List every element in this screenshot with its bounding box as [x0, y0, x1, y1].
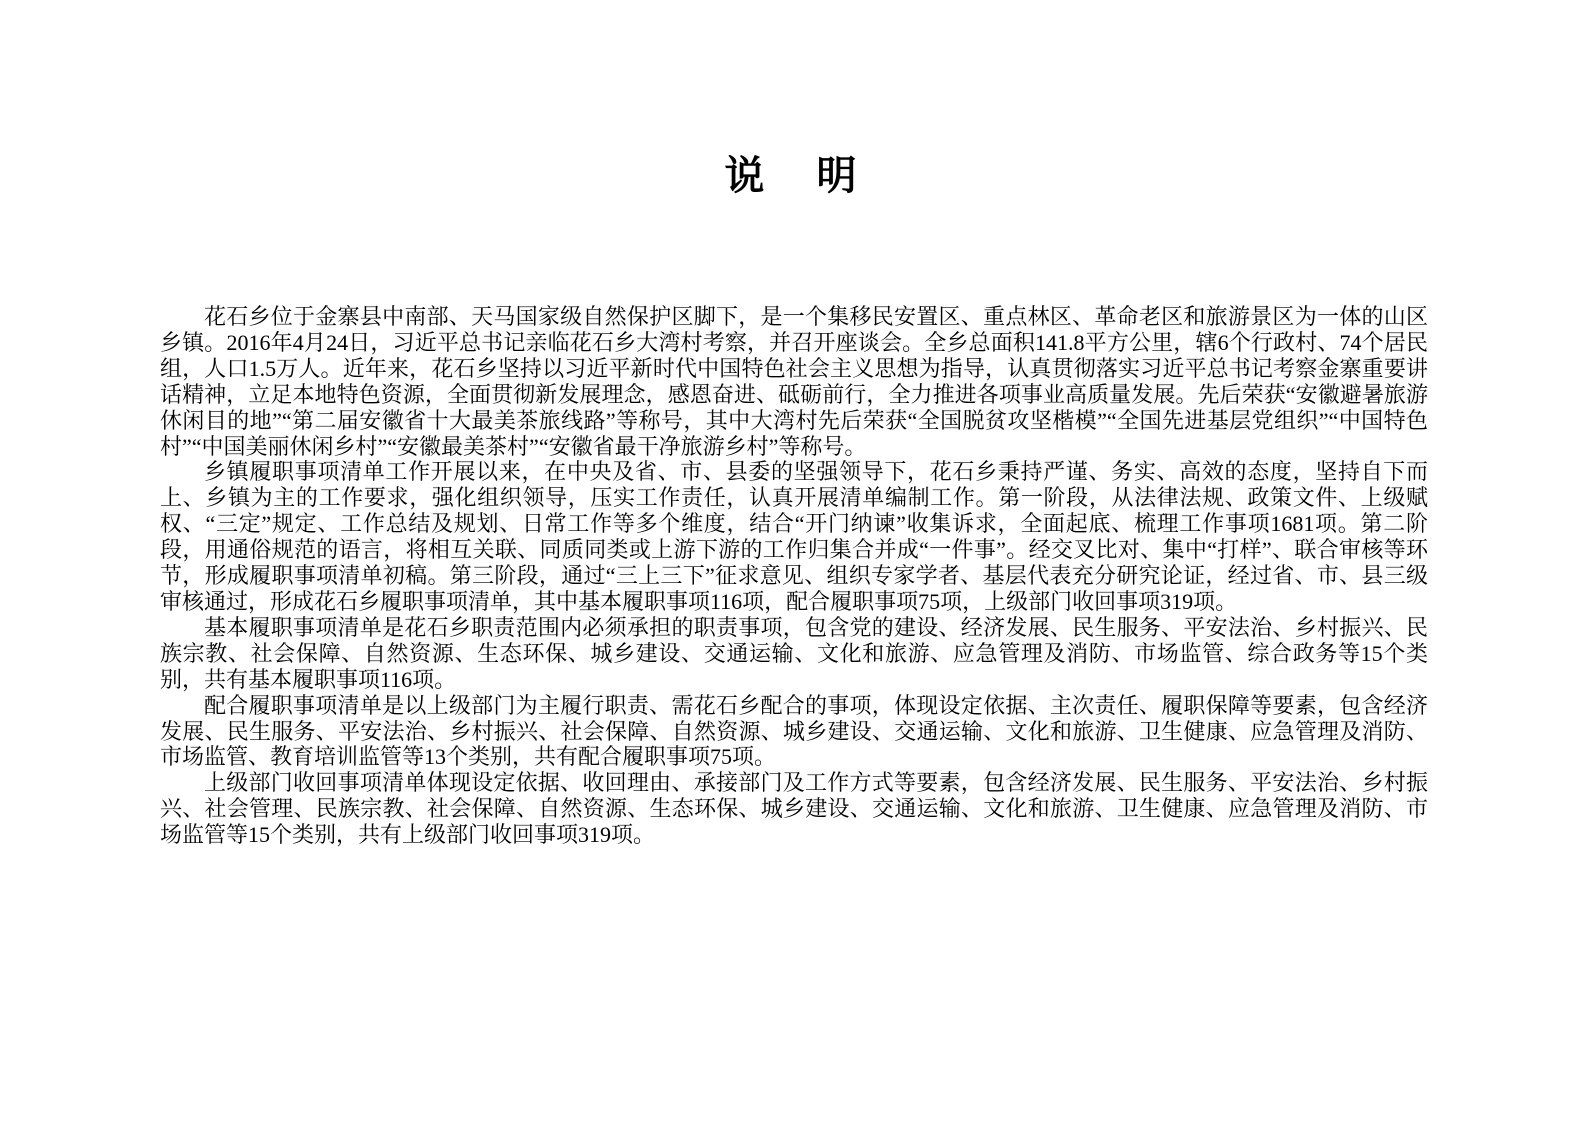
paragraph-basic-duty-list: 基本履职事项清单是花石乡职责范围内必须承担的职责事项，包含党的建设、经济发展、民生服务、平安法治、乡村振兴、民族宗教、社会保障、自然资源、生态环保、城乡建设、交通运输、文化和旅游、应急管理及消防、市场监管、综合政务等15个类别，共有基本履职事项116项。 [160, 614, 1428, 692]
paragraph-reclaimed-items-list: 上级部门收回事项清单体现设定依据、收回理由、承接部门及工作方式等要素，包含经济发展、民生服务、平安法治、乡村振兴、社会管理、民族宗教、社会保障、自然资源、生态环保、城乡建设、交通运输、文化和旅游、卫生健康、应急管理及消防、市场监管等15个类别，共有上级部门收回事项319项。 [160, 770, 1428, 848]
paragraph-township-intro: 花石乡位于金寨县中南部、天马国家级自然保护区脚下，是一个集移民安置区、重点林区、革命老区和旅游景区为一体的山区乡镇。2016年4月24日，习近平总书记亲临花石乡大湾村考察，并召开座谈会。全乡总面积141.8平方公里，辖6个行政村、74个居民组，人口1.5万人。近年来，花石乡坚持以习近平新时代中国特色社会主义思想为指导，认真贯彻落实习近平总书记考察金寨重要讲话精神，立足本地特色资源，全面贯彻新发展理念，感恩奋进、砥砺前行，全力推进各项事业高质量发展。先后荣获“安徽避暑旅游休闲目的地”“第二届安徽省十大最美茶旅线路”等称号，其中大湾村先后荣获“全国脱贫攻坚楷模”“全国先进基层党组织”“中国特色村”“中国美丽休闲乡村”“安徽最美茶村”“安徽省最干净旅游乡村”等称号。 [160, 304, 1428, 459]
document-body [160, 304, 1428, 848]
page-title: 说 明 [724, 153, 863, 198]
paragraph-list-compilation-process: 乡镇履职事项清单工作开展以来，在中央及省、市、县委的坚强领导下，花石乡秉持严谨、务实、高效的态度，坚持自下而上、乡镇为主的工作要求，强化组织领导，压实工作责任，认真开展清单编制工作。第一阶段，从法律法规、政策文件、上级赋权、“三定”规定、工作总结及规划、日常工作等多个维度，结合“开门纳谏”收集诉求，全面起底、梳理工作事项1681项。第二阶段，用通俗规范的语言，将相互关联、同质同类或上游下游的工作归集合并成“一件事”。经交叉比对、集中“打样”、联合审核等环节，形成履职事项清单初稿。第三阶段，通过“三上三下”征求意见、组织专家学者、基层代表充分研究论证，经过省、市、县三级审核通过，形成花石乡履职事项清单，其中基本履职事项116项，配合履职事项75项，上级部门收回事项319项。 [160, 459, 1428, 614]
paragraph-cooperative-duty-list: 配合履职事项清单是以上级部门为主履行职责、需花石乡配合的事项，体现设定依据、主次责任、履职保障等要素，包含经济发展、民生服务、平安法治、乡村振兴、社会保障、自然资源、城乡建设、交通运输、文化和旅游、卫生健康、应急管理及消防、市场监管、教育培训监管等13个类别，共有配合履职事项75项。 [160, 692, 1428, 770]
